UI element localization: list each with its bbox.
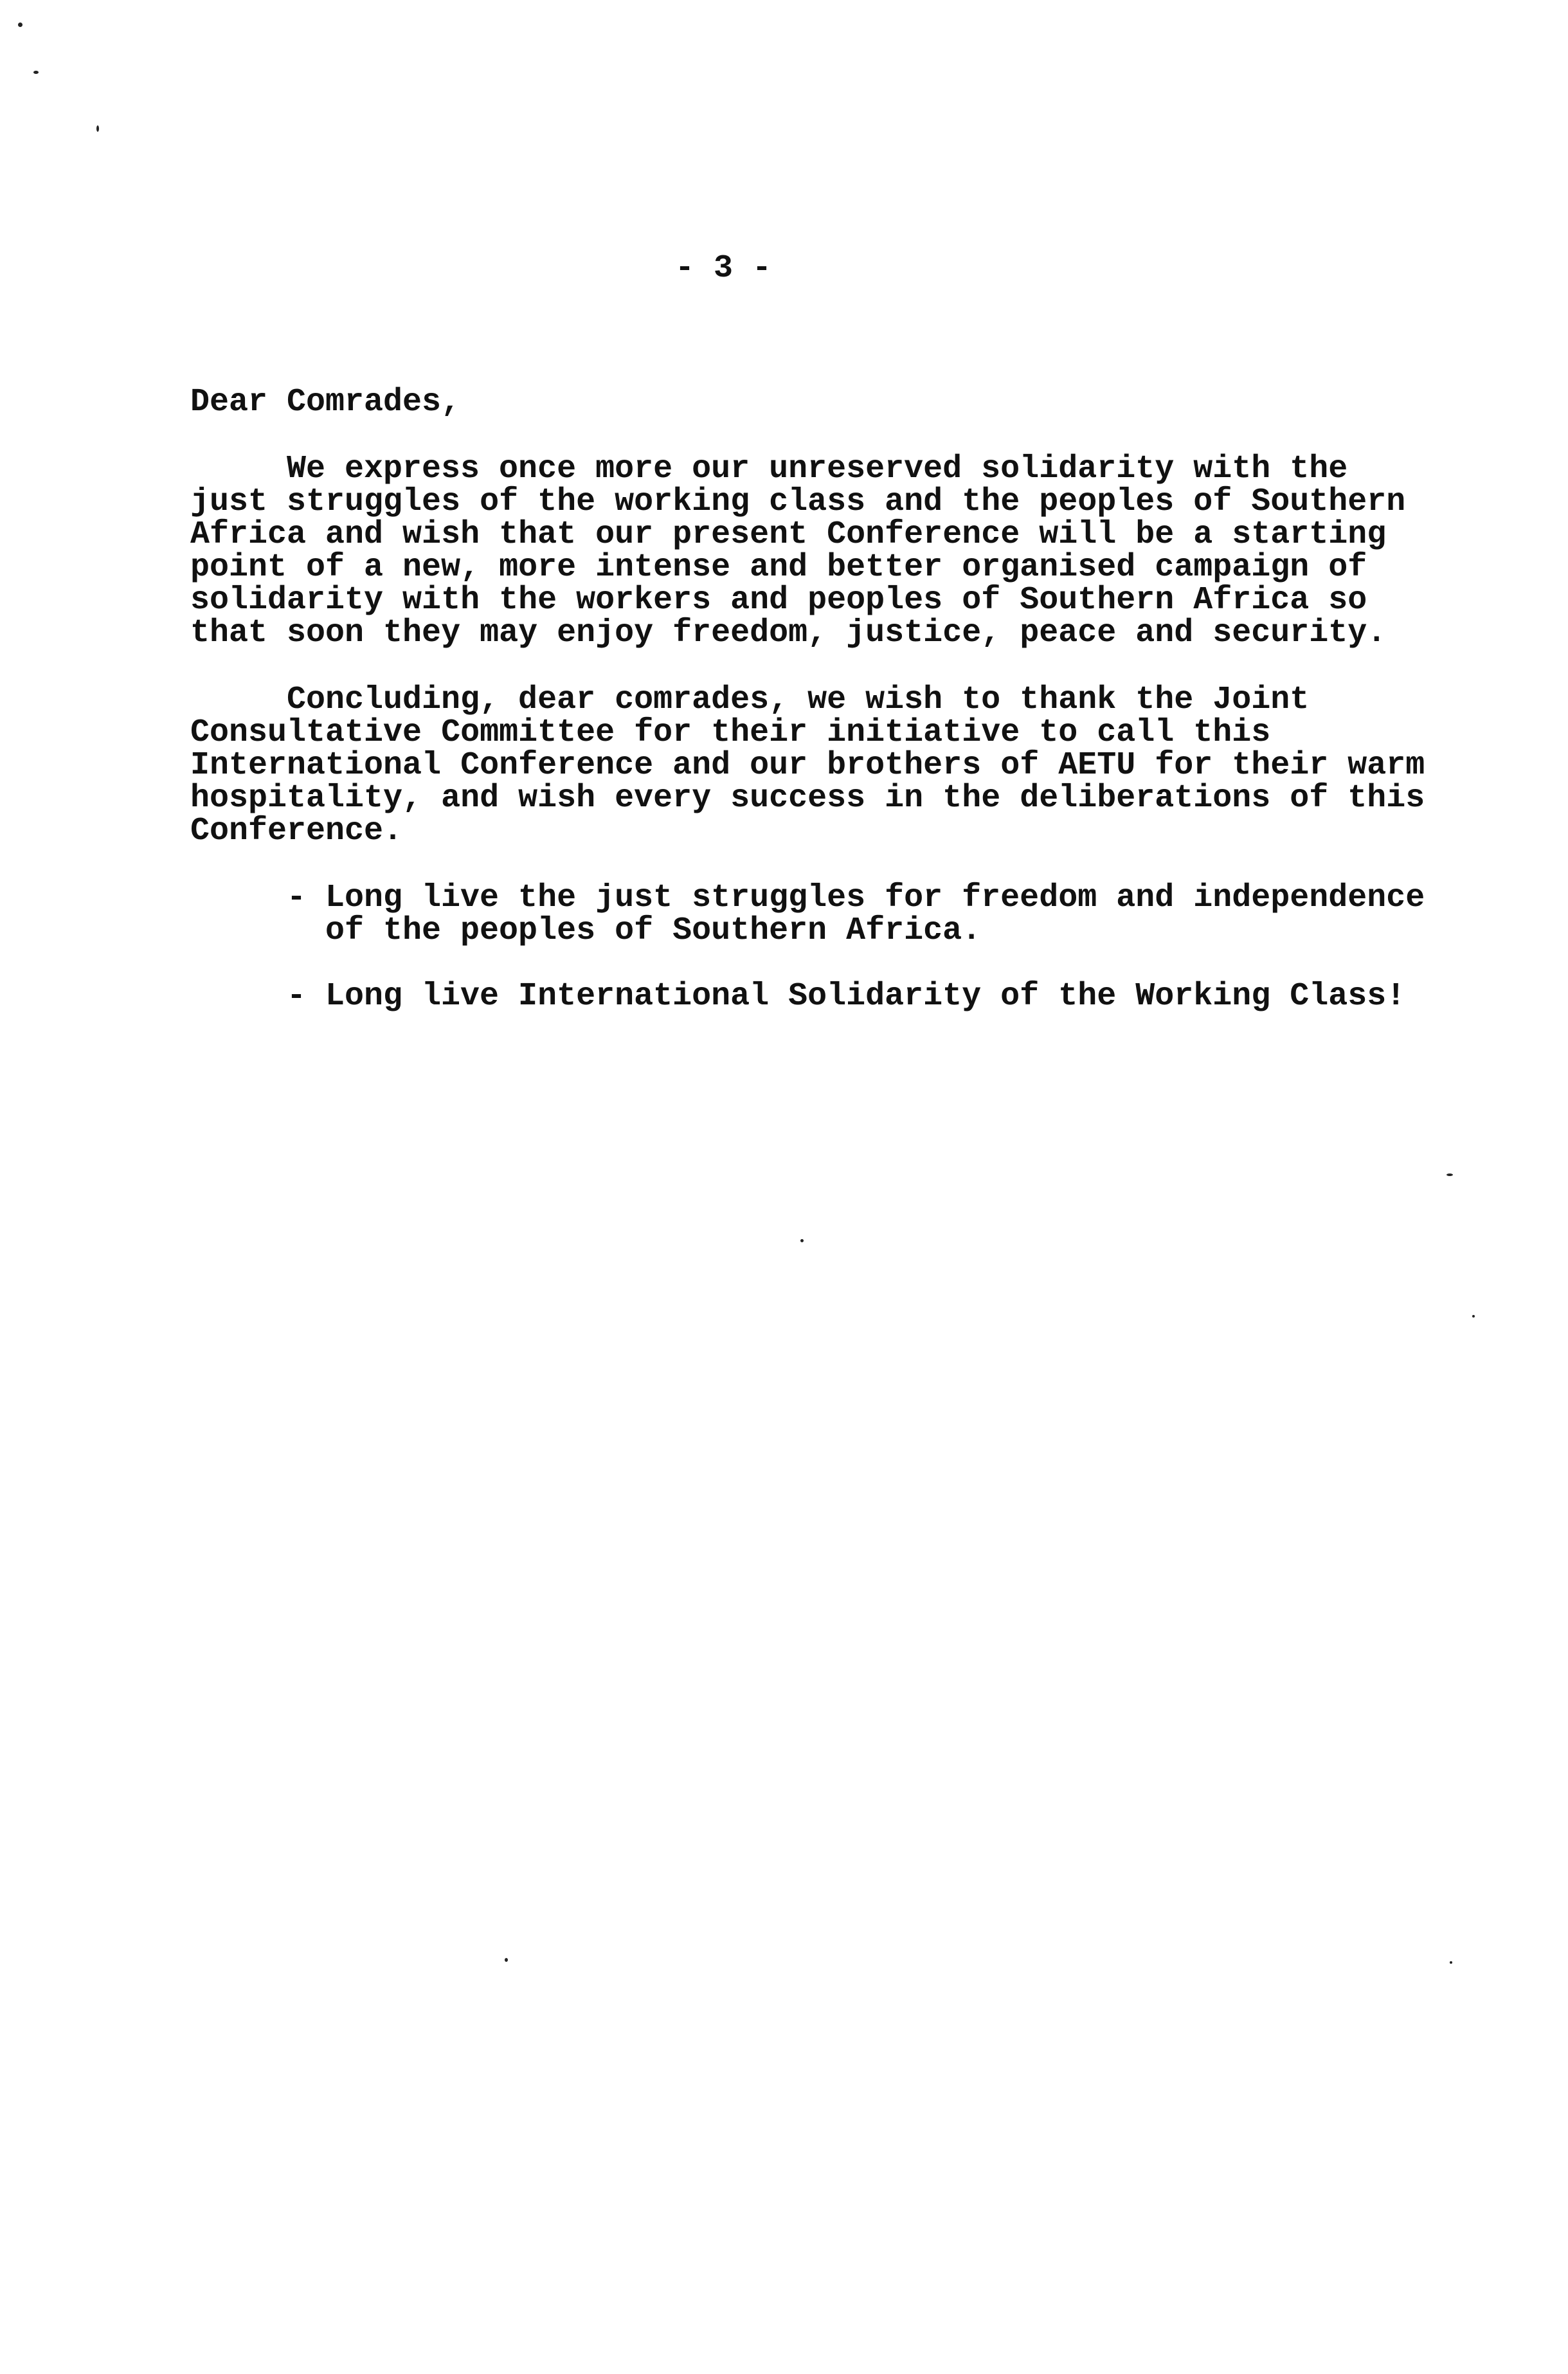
paragraph-line: We express once more our unreserved solidarity with the	[287, 451, 1348, 487]
scan-speck	[18, 23, 23, 27]
salutation: Dear Comrades,	[190, 384, 461, 421]
scan-speck	[800, 1239, 804, 1242]
bullet-item-line: - Long live the just struggles for freedom and independence	[287, 880, 1425, 916]
paragraph-line: Africa and wish that our present Conference will be a starting	[190, 516, 1387, 553]
scan-speck	[505, 1958, 508, 1962]
scan-speck	[1450, 1961, 1452, 1964]
page-number: - 3 -	[675, 250, 772, 287]
paragraph-line: Concluding, dear comrades, we wish to thank the Joint	[287, 682, 1310, 718]
paragraph-line: point of a new, more intense and better organised campaign of	[190, 549, 1367, 586]
paragraph-line: International Conference and our brothers of AETU for their warm	[190, 747, 1425, 784]
scan-speck	[1472, 1315, 1475, 1318]
paragraph-line: Conference.	[190, 813, 403, 849]
bullet-item-line: of the peoples of Southern Africa.	[287, 912, 982, 949]
scan-speck	[96, 125, 99, 132]
bullet-item-line: - Long live International Solidarity of the Working Class!	[287, 978, 1406, 1015]
scan-speck	[33, 71, 39, 74]
paragraph-line: just struggles of the working class and the peoples of Southern	[190, 484, 1406, 520]
paragraph-line: hospitality, and wish every success in the deliberations of this	[190, 780, 1425, 817]
scan-speck	[1446, 1173, 1453, 1176]
paragraph-line: Consultative Committee for their initiative to call this	[190, 714, 1271, 751]
paragraph-line: that soon they may enjoy freedom, justice, peace and security.	[190, 615, 1387, 651]
paragraph-line: solidarity with the workers and peoples of Southern Africa so	[190, 582, 1367, 619]
